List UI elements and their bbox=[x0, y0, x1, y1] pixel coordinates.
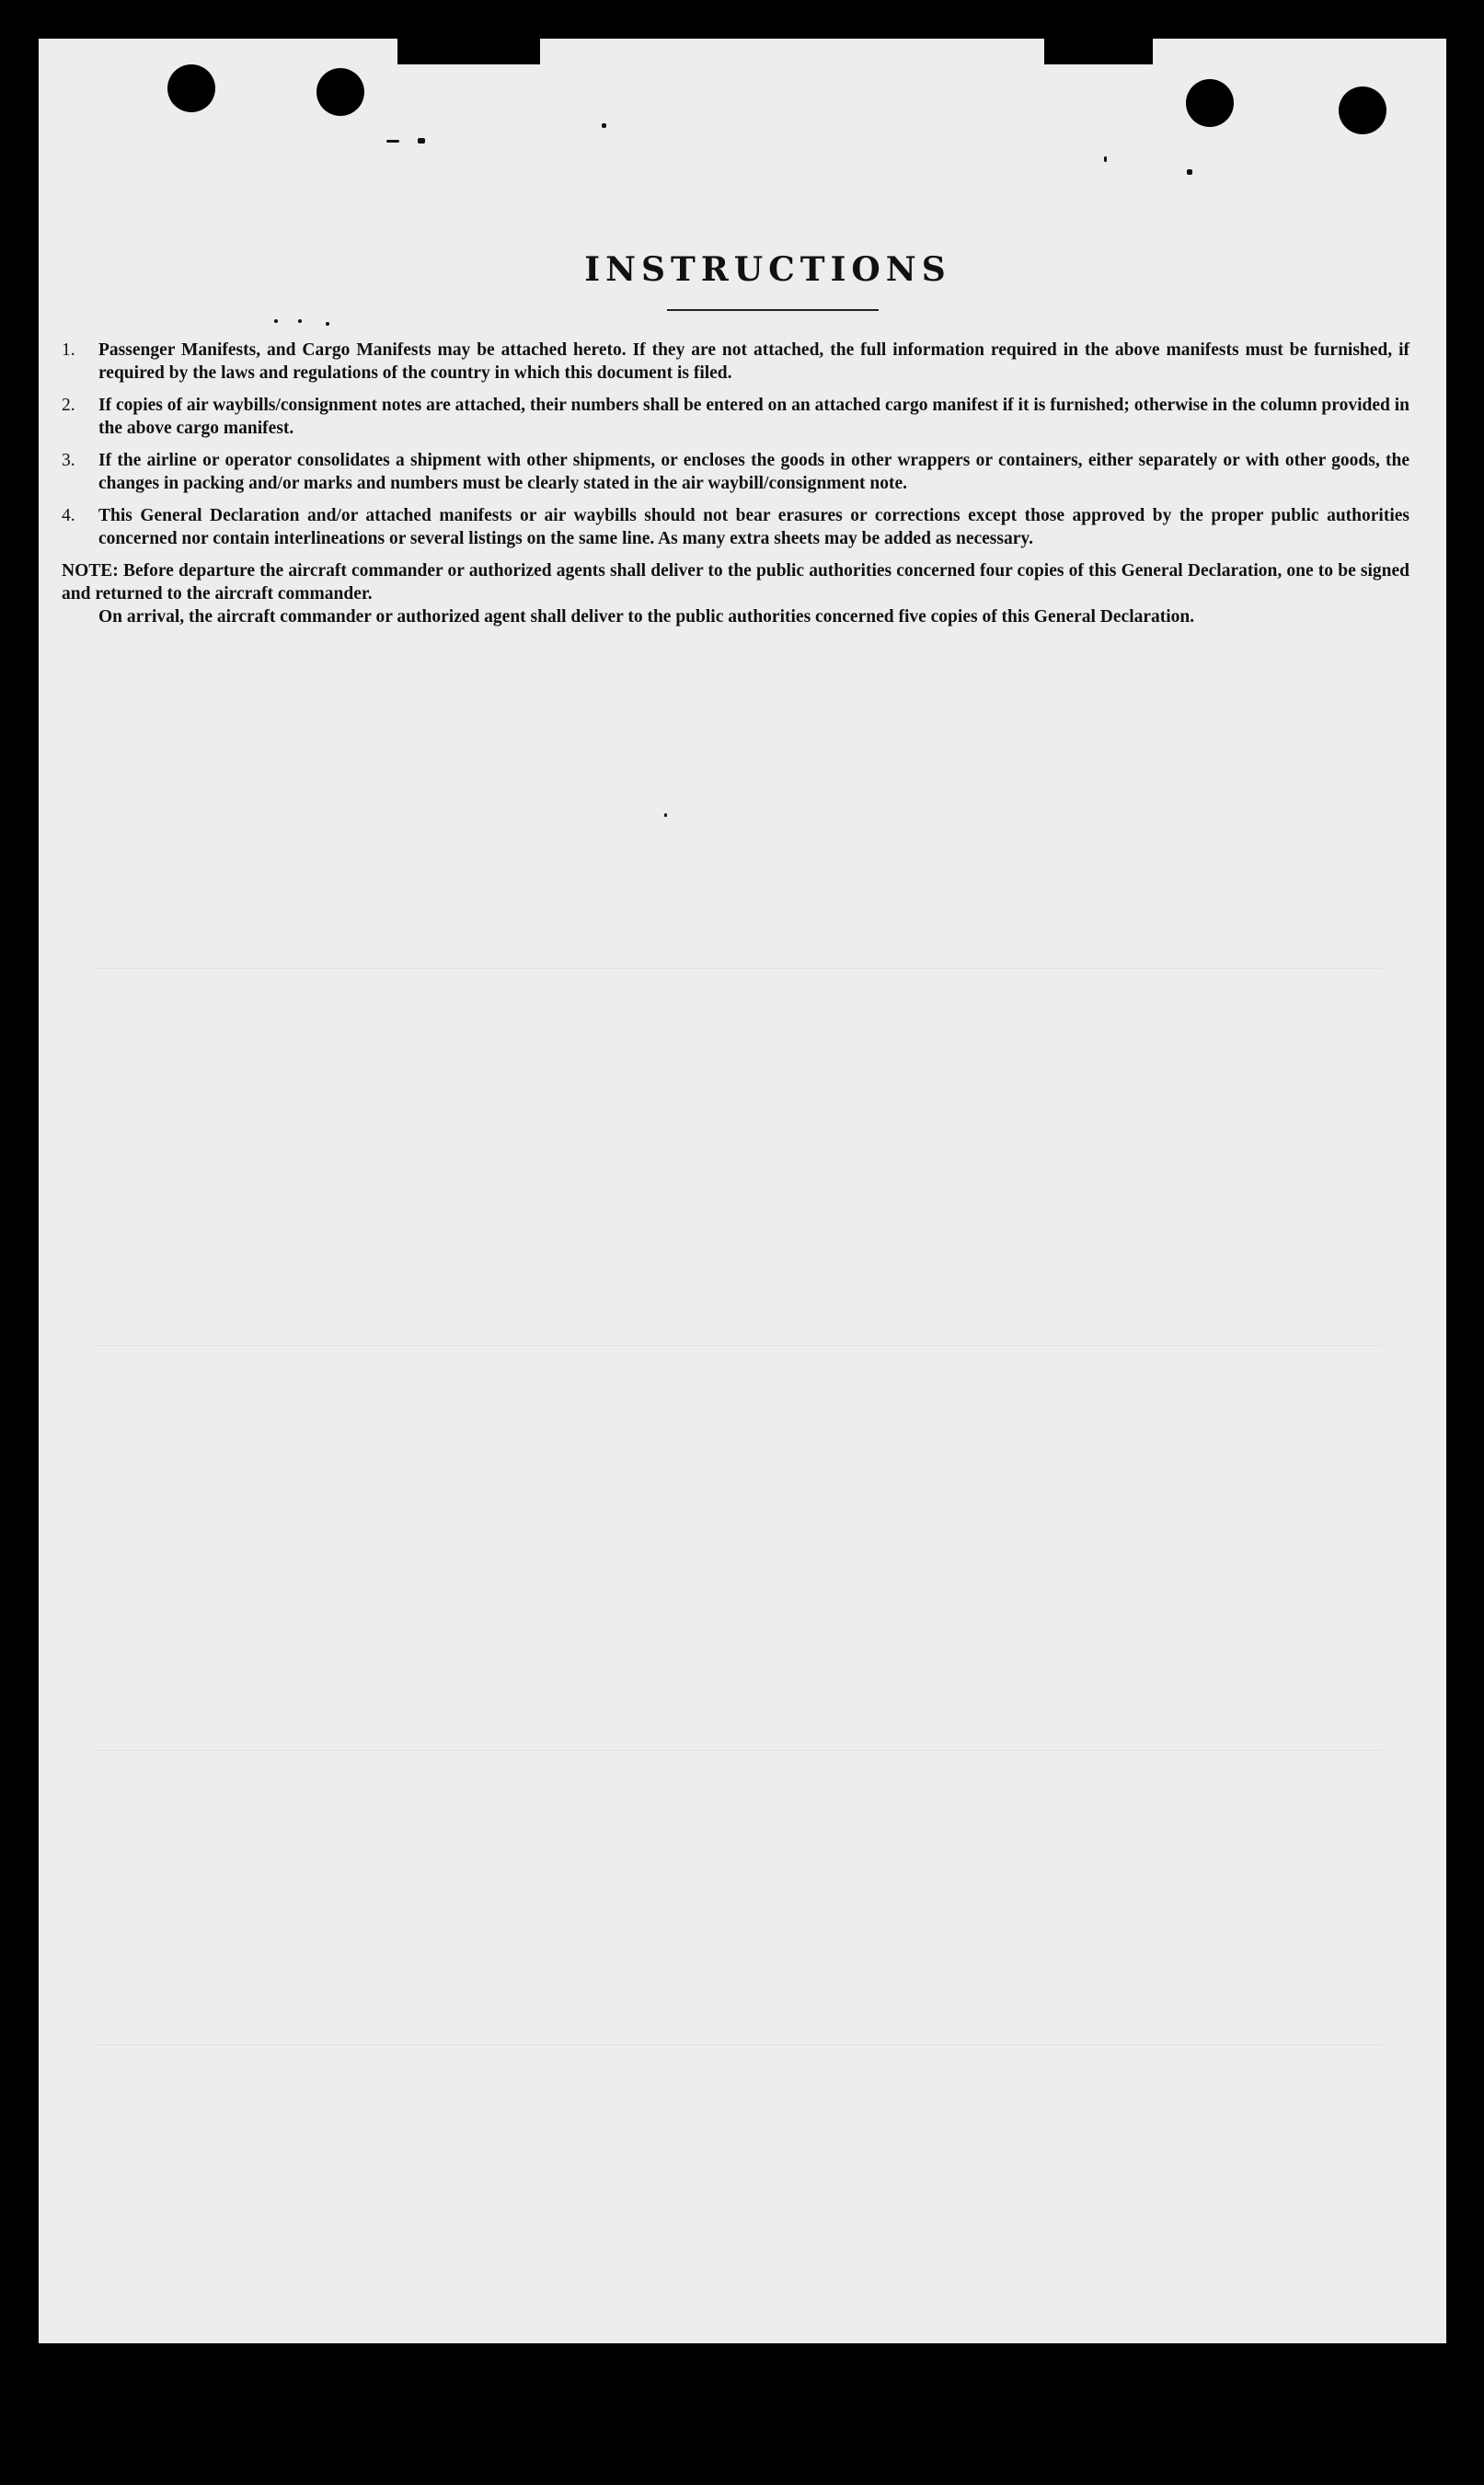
note-text: Before departure the aircraft commander or authorized agents shall deliver to the public authorities concerned four copies of this General Declaration, one to be signed and returned to the aircraft commander. bbox=[62, 561, 1409, 604]
note-label: NOTE: bbox=[62, 561, 119, 581]
item-number: 3. bbox=[62, 451, 75, 470]
punch-hole bbox=[1186, 79, 1234, 127]
instruction-item bbox=[62, 339, 1446, 385]
item-number: 1. bbox=[62, 340, 75, 360]
instruction-item bbox=[62, 394, 1446, 440]
show-through-line bbox=[94, 1750, 1382, 1751]
instruction-item bbox=[62, 449, 1446, 495]
punch-hole bbox=[316, 68, 364, 116]
document-page bbox=[39, 39, 1446, 2343]
note-block bbox=[62, 559, 1446, 628]
show-through-line bbox=[94, 1345, 1382, 1346]
show-through-line bbox=[94, 968, 1382, 969]
instruction-item bbox=[62, 504, 1446, 550]
speck bbox=[1187, 169, 1192, 175]
paper-notch bbox=[397, 39, 540, 64]
instructions-section bbox=[62, 250, 1446, 628]
show-through-line bbox=[94, 2044, 1382, 2045]
speck bbox=[386, 140, 399, 143]
punch-hole bbox=[1339, 86, 1386, 134]
speck bbox=[418, 138, 425, 144]
note-continuation: On arrival, the aircraft commander or authorized agent shall deliver to the public authorities concerned five copies of this General Declaration. bbox=[98, 607, 1195, 627]
speck bbox=[1104, 156, 1107, 162]
item-number: 4. bbox=[62, 506, 75, 525]
paper-notch bbox=[1044, 39, 1153, 64]
item-text: Passenger Manifests, and Cargo Manifests may be attached hereto. If they are not attached, the full information required in the above manifests must be furnished, if required by the laws and regulations of the country in which this document is filed. bbox=[98, 340, 1409, 383]
page-title: INSTRUCTIONS bbox=[584, 250, 951, 289]
title-underline bbox=[667, 309, 879, 311]
punch-hole bbox=[167, 64, 215, 112]
item-number: 2. bbox=[62, 396, 75, 415]
item-text: If copies of air waybills/consignment notes are attached, their numbers shall be entered on an attached cargo manifest if it is furnished; otherwise in the column provided in the above cargo manifest. bbox=[98, 396, 1409, 438]
item-text: This General Declaration and/or attached manifests or air waybills should not bear erasures or corrections except those approved by the proper public authorities concerned nor contain interlineations or several listings on the same line. As many extra sheets may be added as necessary. bbox=[98, 506, 1409, 548]
speck bbox=[602, 123, 606, 128]
instruction-list bbox=[62, 339, 1446, 550]
item-text: If the airline or operator consolidates a shipment with other shipments, or encloses the goods in other wrappers or containers, either separately or with other goods, the changes in packing and/or marks and numbers must be clearly stated in the air waybill/consignment note. bbox=[98, 451, 1409, 493]
speck bbox=[664, 813, 667, 817]
